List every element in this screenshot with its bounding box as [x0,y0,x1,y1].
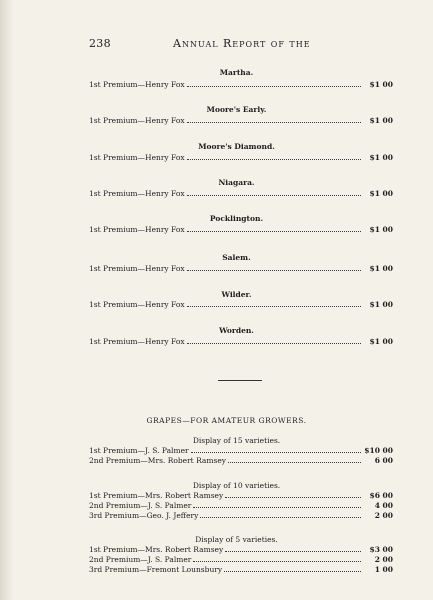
group-heading: Display of 5 varieties. [195,535,278,544]
premium-row [89,225,393,235]
premium-amount: 1 00 [374,565,393,574]
premium-label: 2nd Premium—J. S. Palmer [89,501,192,510]
premium-row [89,511,393,521]
premium-amount: $1 00 [369,264,393,273]
variety-heading: Salem. [222,253,251,262]
variety-heading: Wilder. [221,290,252,299]
dot-leader [187,337,361,344]
premium-label: 2nd Premium—Mrs. Robert Ramsey [89,456,227,465]
premium-label: 1st Premium—Mrs. Robert Ramsey [89,491,224,500]
premium-label: 1st Premium—Henry Fox [89,116,185,125]
dot-leader [224,565,361,572]
premium-amount: $1 00 [369,300,393,309]
dot-leader [193,555,361,562]
premium-amount: $1 00 [369,116,393,125]
premium-amount: $1 00 [369,153,393,162]
page-number: 238 [89,37,111,50]
dot-leader [187,300,361,307]
dot-leader [187,189,361,196]
variety-heading: Moore's Early. [206,105,267,114]
variety-heading: Martha. [219,68,254,77]
premium-row [89,153,393,163]
dot-leader [191,446,361,453]
premium-amount: $1 00 [369,189,393,198]
premium-label: 1st Premium—Henry Fox [89,189,185,198]
premium-row [89,300,393,310]
premium-row [89,565,393,575]
premium-label: 1st Premium—Mrs. Robert Ramsey [89,545,224,554]
premium-row [89,80,393,90]
group-heading: Display of 10 varieties. [192,481,281,490]
premium-amount: 4 00 [374,501,393,510]
premium-amount: $1 00 [369,225,393,234]
premium-amount: 6 00 [374,456,393,465]
premium-amount: $6 00 [369,491,393,500]
premium-amount: 2 00 [374,511,393,520]
premium-row [89,555,393,565]
dot-leader [200,511,361,518]
premium-row [89,501,393,511]
page-binding-edge [0,0,14,600]
variety-heading: Pocklington. [209,214,264,223]
premium-row [89,446,393,456]
premium-amount: $3 00 [369,545,393,554]
dot-leader [225,491,361,498]
premium-label: 1st Premium—Henry Fox [89,225,185,234]
premium-row [89,456,393,466]
premium-label: 3rd Premium—Geo. J. Jeffery [89,511,199,520]
section-title: GRAPES—FOR AMATEUR GROWERS. [146,416,307,425]
premium-row [89,264,393,274]
premium-row [89,545,393,555]
premium-label: 3rd Premium—Fremont Lounsbury [89,565,223,574]
premium-label: 1st Premium—Henry Fox [89,264,185,273]
running-title: Annual Report of the [173,37,311,50]
section-divider [218,380,262,381]
premium-label: 1st Premium—Henry Fox [89,153,185,162]
premium-label: 1st Premium—Henry Fox [89,300,185,309]
variety-heading: Niagara. [218,178,255,187]
premium-row [89,189,393,199]
variety-heading: Moore's Diamond. [198,142,275,151]
premium-row [89,116,393,126]
dot-leader [228,456,361,463]
dot-leader [187,116,361,123]
premium-label: 1st Premium—Henry Fox [89,80,185,89]
premium-label: 1st Premium—Henry Fox [89,337,185,346]
dot-leader [193,501,361,508]
premium-amount: $1 00 [369,80,393,89]
dot-leader [187,80,361,87]
premium-label: 1st Premium—J. S. Palmer [89,446,189,455]
premium-label: 2nd Premium—J. S. Palmer [89,555,192,564]
premium-amount: $1 00 [369,337,393,346]
dot-leader [225,545,361,552]
premium-row [89,337,393,347]
premium-amount: $10 00 [364,446,393,455]
variety-heading: Worden. [219,326,254,335]
premium-amount: 2 00 [374,555,393,564]
premium-row [89,491,393,501]
group-heading: Display of 15 varieties. [192,436,281,445]
dot-leader [187,225,361,232]
dot-leader [187,264,361,271]
dot-leader [187,153,361,160]
